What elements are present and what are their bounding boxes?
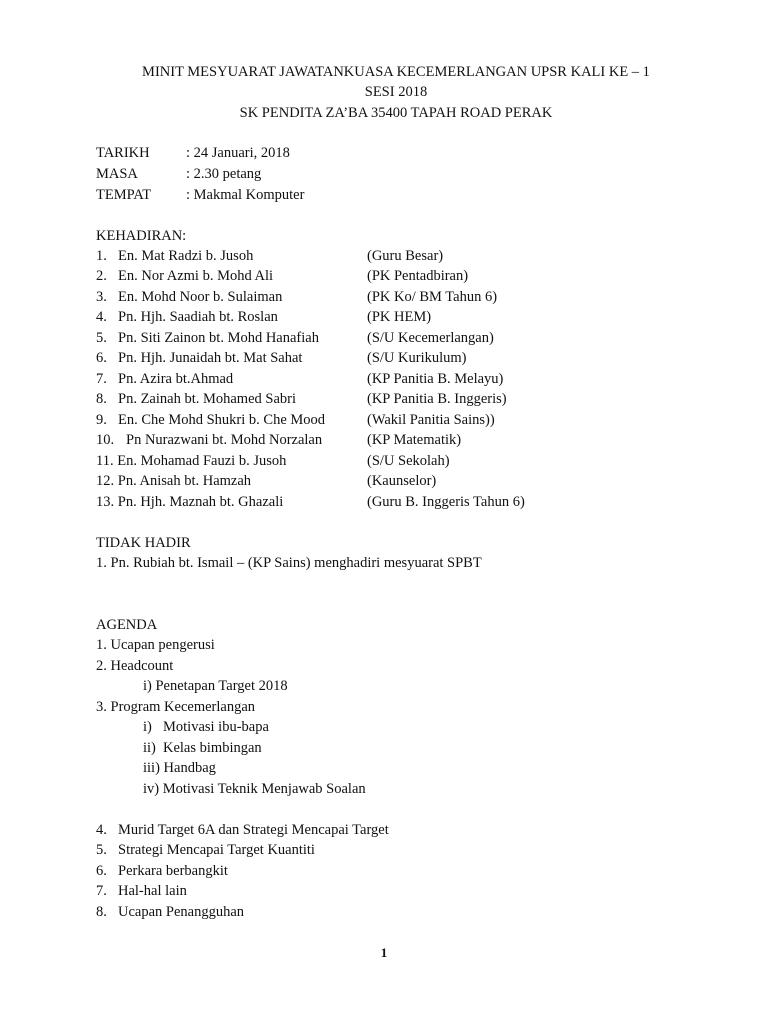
meta-label: TARIKH [96,145,150,161]
agenda-number: 4. [96,822,107,838]
attendee-row [96,492,283,512]
agenda-text: Perkara berbangkit [118,863,228,879]
agenda-number: 7. [96,883,107,899]
title-line-1: MINIT MESYUARAT JAWATANKUASA KECEMERLANGAN UPSR KALI KE – 1 [142,64,650,80]
agenda-item: 1. Ucapan pengerusi [96,637,215,653]
attendee-name: Pn. Azira bt.Ahmad [118,371,234,387]
agenda-number: 5. [96,842,107,858]
attendee-number: 10. [96,432,115,448]
attendee-role: (Kaunselor) [367,473,437,489]
agenda-subitem: i) Penetapan Target 2018 [143,678,288,694]
attendee-name: En. Mohd Noor b. Sulaiman [118,289,283,305]
attendee-role: (KP Panitia B. Inggeris) [367,391,507,407]
agenda-subitem [143,717,269,737]
attendance-heading: KEHADIRAN: [96,228,187,244]
attendee-role: (Wakil Panitia Sains)) [367,412,495,428]
attendee-row [96,348,302,368]
subitem-text: Kelas bimbingan [163,740,262,756]
attendee-row [96,287,282,307]
attendee-role: (PK HEM) [367,309,432,325]
attendee-number: 8. [96,391,107,407]
agenda-text: Murid Target 6A dan Strategi Mencapai Target [118,822,389,838]
attendee-number: 12. [96,473,115,489]
attendee-name: Pn. Siti Zainon bt. Mohd Hanafiah [118,330,319,346]
agenda-subitem [143,779,366,799]
agenda-text: Strategi Mencapai Target Kuantiti [118,842,315,858]
attendee-name: Pn. Zainah bt. Mohamed Sabri [118,391,297,407]
attendee-row [96,471,251,491]
agenda-heading: AGENDA [96,617,158,633]
agenda-number: 6. [96,863,107,879]
attendee-number: 11. [96,453,114,469]
attendee-role: (S/U Sekolah) [367,453,450,469]
title-line-3: SK PENDITA ZA’BA 35400 TAPAH ROAD PERAK [239,105,553,121]
attendee-role: (KP Panitia B. Melayu) [367,371,504,387]
attendee-name: Pn. Hjh. Saadiah bt. Roslan [118,309,278,325]
attendee-role: (S/U Kecemerlangan) [367,330,494,346]
attendee-name: Pn Nurazwani bt. Mohd Norzalan [126,432,323,448]
attendee-name: Pn. Hjh. Junaidah bt. Mat Sahat [118,350,303,366]
agenda-item [96,902,244,922]
agenda-item [96,820,389,840]
attendee-role: (Guru B. Inggeris Tahun 6) [367,494,525,510]
attendee-number: 3. [96,289,107,305]
attendee-name: En. Mat Radzi b. Jusoh [118,248,254,264]
subitem-number: i) [143,719,152,735]
subitem-text: Motivasi Teknik Menjawab Soalan [162,781,366,797]
meta-value: : 24 Januari, 2018 [186,145,290,161]
attendee-role: (KP Matematik) [367,432,462,448]
attendee-name: En. Nor Azmi b. Mohd Ali [118,268,274,284]
meta-place [96,185,304,205]
attendee-name: Pn. Hjh. Maznah bt. Ghazali [117,494,284,510]
absent-item: 1. Pn. Rubiah bt. Ismail – (KP Sains) menghadiri mesyuarat SPBT [96,555,482,571]
absent-heading: TIDAK HADIR [96,535,191,551]
attendee-number: 9. [96,412,107,428]
meta-date [96,143,290,163]
agenda-number: 8. [96,904,107,920]
agenda-item: 3. Program Kecemerlangan [96,699,256,715]
meta-value: : Makmal Komputer [186,187,305,203]
agenda-subitem [143,758,216,778]
attendee-row [96,389,296,409]
attendee-number: 6. [96,350,107,366]
attendee-name: En. Mohamad Fauzi b. Jusoh [117,453,287,469]
attendee-row [96,307,278,327]
attendee-role: (S/U Kurikulum) [367,350,467,366]
attendee-row [96,451,286,471]
meta-label: TEMPAT [96,187,152,203]
attendee-number: 1. [96,248,107,264]
attendee-name: En. Che Mohd Shukri b. Che Mood [118,412,326,428]
subitem-text: Handbag [163,760,216,776]
attendee-name: Pn. Anisah bt. Hamzah [117,473,252,489]
attendee-row [96,328,319,348]
attendee-role: (Guru Besar) [367,248,444,264]
title-line-2: SESI 2018 [364,84,428,100]
agenda-subitem [143,738,262,758]
agenda-text: Ucapan Penangguhan [118,904,245,920]
agenda-item [96,840,315,860]
attendee-role: (PK Ko/ BM Tahun 6) [367,289,498,305]
agenda-text: Hal-hal lain [118,883,187,899]
attendee-row [96,266,273,286]
agenda-item: 2. Headcount [96,658,174,674]
attendee-row [96,430,322,450]
attendee-row [96,369,233,389]
subitem-text: Motivasi ibu-bapa [163,719,269,735]
attendee-number: 5. [96,330,107,346]
attendee-number: 2. [96,268,107,284]
agenda-item [96,861,228,881]
attendee-number: 4. [96,309,107,325]
subitem-number: iv) [143,781,160,797]
meta-value: : 2.30 petang [186,166,262,182]
subitem-number: iii) [143,760,160,776]
attendee-row [96,410,325,430]
meta-time [96,164,261,184]
attendee-role: (PK Pentadbiran) [367,268,469,284]
attendee-row [96,246,253,266]
page-number: 1 [380,945,388,960]
meta-label: MASA [96,166,138,182]
subitem-number: ii) [143,740,156,756]
agenda-item [96,881,187,901]
attendee-number: 7. [96,371,107,387]
attendee-number: 13. [96,494,115,510]
